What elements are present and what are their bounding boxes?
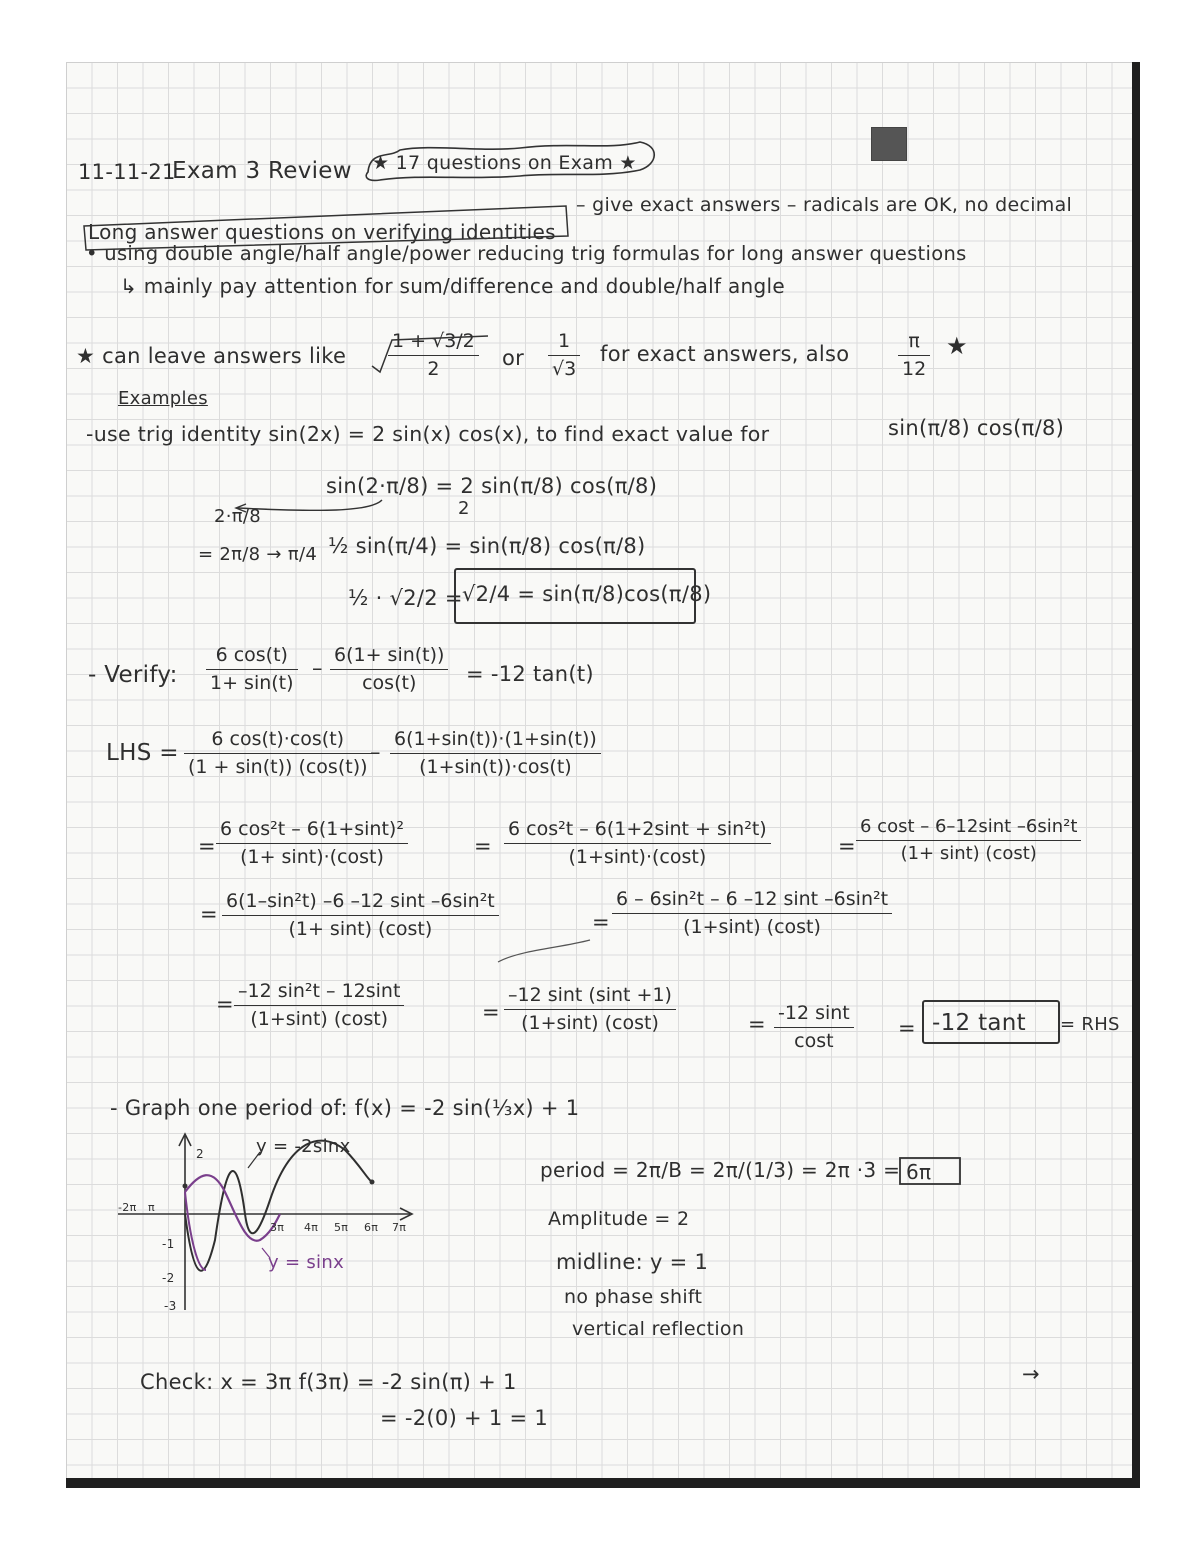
work-fraction-5-numerator: 6 – 6sin²t – 6 –12 sint –6sin²t xyxy=(612,888,892,914)
verify-fraction-1-denominator: 1+ sin(t) xyxy=(210,671,294,694)
inverse-root3-denominator: √3 xyxy=(552,357,577,380)
verify-minus: – xyxy=(312,656,323,680)
equals-sign: = xyxy=(592,910,610,934)
equals-sign: = xyxy=(474,834,492,858)
intro-attention-note: ↳ mainly pay attention for sum/difference and double/half angle xyxy=(120,274,785,298)
work-fraction-6-denominator: (1+sint) (cost) xyxy=(250,1007,389,1030)
work-fraction-3-denominator: (1+ sint) (cost) xyxy=(900,842,1037,864)
midline-note: midline: y = 1 xyxy=(556,1250,709,1274)
example1-prompt: -use trig identity sin(2x) = 2 sin(x) cos(x), to find exact value for xyxy=(86,422,770,446)
work-fraction-8 xyxy=(774,1002,854,1054)
work-fraction-2-denominator: (1+sint)·(cost) xyxy=(568,845,707,868)
example1-step1: sin(2·π/8) = 2 sin(π/8) cos(π/8) xyxy=(326,474,658,498)
example1-step3: ½ · √2/2 = xyxy=(348,586,463,610)
intro-boxed-text: Long answer questions on verifying identities xyxy=(88,220,556,244)
pi-over-12-numerator: π xyxy=(898,330,930,356)
lhs-minus: – xyxy=(370,740,381,764)
verify-label: - Verify: xyxy=(88,662,178,688)
work-fraction-4-denominator: (1+ sint) (cost) xyxy=(288,917,433,940)
star-note-start: ★ can leave answers like xyxy=(76,344,347,368)
star-note-end: for exact answers, also xyxy=(600,342,850,366)
lhs-label: LHS = xyxy=(106,740,179,766)
x-tick-4pi: 4π xyxy=(304,1221,319,1234)
graph-prompt: - Graph one period of: f(x) = -2 sin(⅓x) + 1 xyxy=(110,1096,580,1120)
work-fraction-1-numerator: 6 cos²t – 6(1+sint)² xyxy=(216,818,408,844)
lhs-fraction-1-numerator: 6 cos(t)·cos(t) xyxy=(184,728,372,754)
work-fraction-8-denominator: cost xyxy=(794,1029,834,1052)
work-fraction-7-denominator: (1+sint) (cost) xyxy=(521,1011,659,1034)
reflection-note: vertical reflection xyxy=(572,1318,745,1340)
period-work: period = 2π/B = 2π/(1/3) = 2π ·3 = xyxy=(540,1158,901,1182)
page-edge-shadow xyxy=(1132,62,1140,1486)
lhs-fraction-1-denominator: (1 + sin(t)) (cos(t)) xyxy=(188,755,368,778)
y-tick-neg3: -3 xyxy=(164,1299,177,1313)
work-fraction-3-numerator: 6 cost – 6–12sint –6sin²t xyxy=(856,816,1081,841)
work-fraction-1-denominator: (1+ sint)·(cost) xyxy=(240,845,384,868)
y-tick-2: 2 xyxy=(196,1147,204,1161)
x-tick-3pi: 3π xyxy=(270,1221,285,1234)
equals-sign: = xyxy=(898,1016,916,1040)
verify-fraction-1 xyxy=(206,644,298,696)
example1-step1-divisor: 2 xyxy=(458,498,470,519)
period-answer: 6π xyxy=(906,1160,932,1184)
work-fraction-2 xyxy=(504,818,771,870)
curve-label-sinx: y = sinx xyxy=(268,1252,345,1273)
equals-sign: = xyxy=(748,1012,766,1036)
x-tick-pi: π xyxy=(148,1201,155,1214)
inverse-root3-fraction xyxy=(548,330,580,382)
x-tick-6pi: 6π xyxy=(364,1221,379,1234)
equals-sign: = xyxy=(838,834,856,858)
verify-fraction-1-numerator: 6 cos(t) xyxy=(206,644,298,670)
examples-heading: Examples xyxy=(118,388,208,409)
inverse-root3-numerator: 1 xyxy=(548,330,580,356)
amplitude-note: Amplitude = 2 xyxy=(548,1208,690,1230)
work-fraction-7-numerator: –12 sint (sint +1) xyxy=(504,984,676,1010)
lhs-fraction-1 xyxy=(184,728,372,780)
continue-arrow-icon: → xyxy=(1022,1362,1040,1386)
y-tick-neg1: -1 xyxy=(162,1237,175,1251)
equals-sign: = xyxy=(216,992,234,1016)
work-fraction-4 xyxy=(222,890,499,942)
example1-answer: √2/4 = sin(π/8)cos(π/8) xyxy=(462,582,712,606)
verify-fraction-2-denominator: cos(t) xyxy=(362,671,417,694)
phase-shift-note: no phase shift xyxy=(564,1286,703,1308)
work-fraction-5 xyxy=(612,888,892,940)
rhs-confirmation: = RHS xyxy=(1060,1014,1120,1035)
verify-rhs: = -12 tan(t) xyxy=(466,662,594,686)
work-fraction-5-denominator: (1+sint) (cost) xyxy=(683,915,821,938)
verify-fraction-2 xyxy=(330,644,448,696)
work-fraction-2-numerator: 6 cos²t – 6(1+2sint + sin²t) xyxy=(504,818,771,844)
equals-sign: = xyxy=(482,1000,500,1024)
check-line-2: = -2(0) + 1 = 1 xyxy=(380,1406,549,1430)
x-tick-neg2pi: -2π xyxy=(118,1201,137,1214)
example1-target: sin(π/8) cos(π/8) xyxy=(888,416,1065,440)
radical-numerator: 1 + √3/2 xyxy=(388,330,479,356)
x-tick-5pi: 5π xyxy=(334,1221,349,1234)
work-fraction-4-numerator: 6(1–sin²t) –6 –12 sint –6sin²t xyxy=(222,890,499,916)
x-tick-7pi: 7π xyxy=(392,1221,407,1234)
final-answer: -12 tant xyxy=(932,1010,1026,1036)
note-date: 11-11-21 xyxy=(78,160,176,184)
radical-denominator: 2 xyxy=(427,357,440,380)
check-line-1: Check: x = 3π f(3π) = -2 sin(π) + 1 xyxy=(140,1370,517,1394)
star-icon: ★ xyxy=(946,332,968,360)
radical-fraction xyxy=(388,330,479,382)
equals-sign: = xyxy=(198,834,216,858)
y-tick-neg2: -2 xyxy=(162,1271,175,1285)
work-fraction-6 xyxy=(234,980,404,1032)
page-edge-shadow-bottom xyxy=(66,1478,1140,1488)
intro-formulas-note: • using double angle/half angle/power reducing trig formulas for long answer questions xyxy=(86,242,967,265)
verify-fraction-2-numerator: 6(1+ sin(t)) xyxy=(330,644,448,670)
work-fraction-6-numerator: –12 sin²t – 12sint xyxy=(234,980,404,1006)
or-word: or xyxy=(502,346,525,370)
page-title: Exam 3 Review xyxy=(172,158,352,184)
work-fraction-8-numerator: -12 sint xyxy=(774,1002,854,1028)
work-fraction-1 xyxy=(216,818,408,870)
lhs-fraction-2 xyxy=(390,728,601,780)
example1-step2: ½ sin(π/4) = sin(π/8) cos(π/8) xyxy=(328,534,646,558)
curve-label-neg2sinx: y = -2sinx xyxy=(256,1136,351,1157)
example1-side-work1: 2·π/8 xyxy=(214,506,262,527)
pi-over-12-denominator: 12 xyxy=(902,357,927,380)
lhs-fraction-2-denominator: (1+sin(t))·cos(t) xyxy=(419,755,572,778)
corner-marker-square xyxy=(871,127,907,161)
example1-side-work2: = 2π/8 → π/4 xyxy=(198,544,318,565)
exam-question-count-note: ★ 17 questions on Exam ★ xyxy=(372,152,637,174)
pi-over-12-fraction xyxy=(898,330,930,382)
work-fraction-3 xyxy=(856,816,1081,865)
equals-sign: = xyxy=(200,902,218,926)
lhs-fraction-2-numerator: 6(1+sin(t))·(1+sin(t)) xyxy=(390,728,601,754)
intro-exact-answers-note: – give exact answers – radicals are OK, no decimal xyxy=(576,194,1073,216)
work-fraction-7 xyxy=(504,984,676,1036)
